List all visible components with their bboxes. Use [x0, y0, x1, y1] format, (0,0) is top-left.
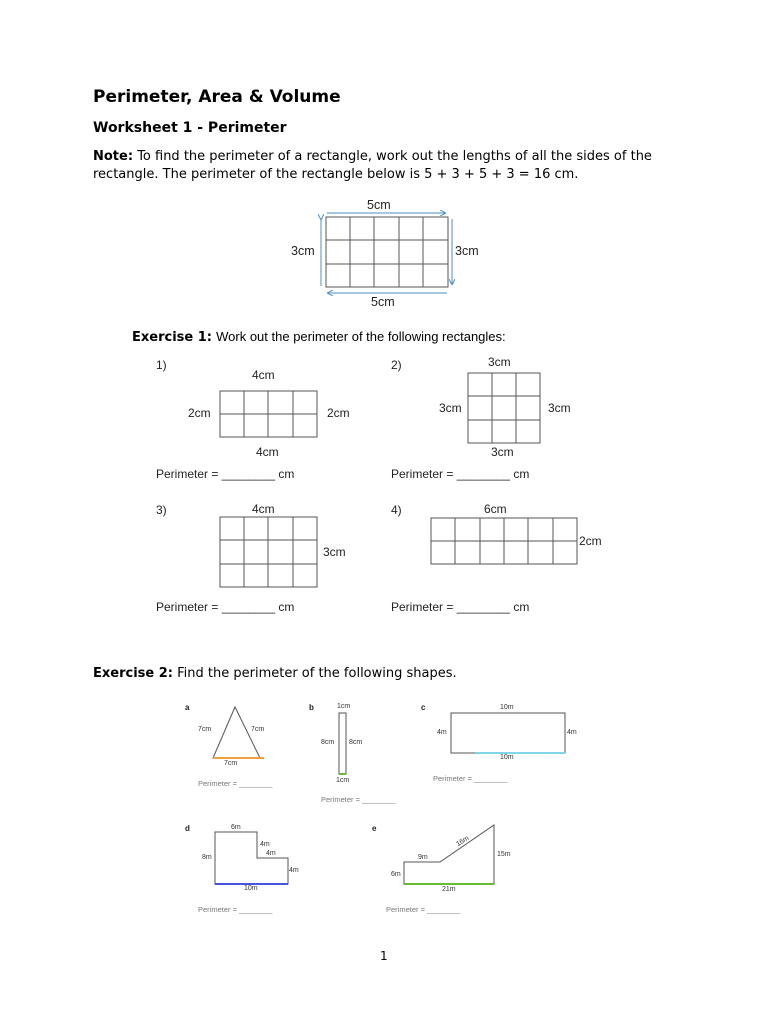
worksheet-subtitle: Worksheet 1 - Perimeter — [93, 120, 287, 136]
exercise2-label: Exercise 2: — [93, 666, 173, 681]
ex1-item3-top: 4cm — [252, 502, 275, 516]
shape-a-letter: a — [185, 703, 190, 712]
ex1-item2-right: 3cm — [548, 401, 571, 415]
example-left-label: 3cm — [291, 244, 315, 258]
ex1-item2-left: 3cm — [439, 401, 462, 415]
shape-c-answer[interactable]: Perimeter = ________ — [433, 774, 508, 783]
ex1-item1-number: 1) — [156, 358, 167, 372]
shape-e-letter: e — [372, 824, 377, 833]
shape-d-left: 8m — [202, 854, 212, 861]
ex1-item2-answer[interactable]: Perimeter = ________ cm — [391, 467, 530, 481]
ex1-rect-3 — [220, 517, 317, 587]
shape-d-step-horizontal: 4m — [266, 850, 276, 857]
shape-c-right: 4m — [567, 729, 577, 736]
shape-b-rectangle — [339, 713, 346, 774]
shape-c-rectangle — [451, 713, 565, 753]
shape-c-left: 4m — [437, 729, 447, 736]
shape-e-right: 15m — [497, 851, 511, 858]
exercise2-instruction: Find the perimeter of the following shapes. — [177, 666, 457, 681]
ex1-item4-number: 4) — [391, 503, 402, 517]
shape-b-top: 1cm — [337, 703, 351, 710]
shape-e-left: 6m — [391, 871, 401, 878]
ex1-rect-4 — [431, 518, 577, 564]
ex1-item2-top: 3cm — [488, 355, 511, 369]
shape-d-l-shape — [215, 832, 288, 884]
shape-c-bottom: 10m — [500, 754, 514, 761]
ex1-item1-right: 2cm — [327, 406, 350, 420]
example-arrows — [321, 213, 452, 293]
example-rectangle — [326, 217, 448, 287]
shape-b-right: 8cm — [349, 739, 363, 746]
page-title: Perimeter, Area & Volume — [93, 87, 341, 107]
ex1-item1-left: 2cm — [188, 406, 211, 420]
exercise1-instruction: Work out the perimeter of the following rectangles: — [216, 329, 506, 344]
shape-d-right: 4m — [289, 867, 299, 874]
ex1-item2-bottom: 3cm — [491, 445, 514, 459]
shape-e-bottom: 21m — [442, 886, 456, 893]
shape-d-step-vertical: 4m — [260, 841, 270, 848]
shape-e-slope: 16m — [455, 834, 471, 849]
shape-b-left: 8cm — [321, 739, 335, 746]
shape-a-base: 7cm — [224, 760, 238, 767]
shape-a-left: 7cm — [198, 726, 212, 733]
shape-a-right: 7cm — [251, 726, 265, 733]
page-number: 1 — [380, 949, 388, 963]
shape-e-step: 9m — [418, 854, 428, 861]
ex1-rect-1 — [220, 391, 317, 437]
shape-a-answer[interactable]: Perimeter = ________ — [198, 779, 273, 788]
ex1-item4-answer[interactable]: Perimeter = ________ cm — [391, 600, 530, 614]
note-text: To find the perimeter of a rectangle, work out the lengths of all the sides of the rectangle. The perimeter of the rectangle below is 5 + 3 + 5 + 3 = 16 cm. — [93, 149, 652, 182]
ex1-item4-right: 2cm — [579, 534, 602, 548]
shape-c-letter: c — [421, 703, 426, 712]
shape-b-answer[interactable]: Perimeter = ________ — [321, 795, 396, 804]
shape-d-bottom: 10m — [244, 885, 258, 892]
ex1-item1-answer[interactable]: Perimeter = ________ cm — [156, 467, 295, 481]
ex1-item3-number: 3) — [156, 503, 167, 517]
shape-d-answer[interactable]: Perimeter = ________ — [198, 905, 273, 914]
shape-c-top: 10m — [500, 704, 514, 711]
exercise1-heading — [132, 329, 506, 345]
example-bottom-label: 5cm — [371, 295, 395, 309]
ex1-item2-number: 2) — [391, 358, 402, 372]
shape-e-answer[interactable]: Perimeter = ________ — [386, 905, 461, 914]
shape-b-bottom: 1cm — [336, 777, 350, 784]
ex1-rect-2 — [468, 373, 540, 443]
shape-d-letter: d — [185, 824, 190, 833]
ex1-item3-answer[interactable]: Perimeter = ________ cm — [156, 600, 295, 614]
shape-b-letter: b — [309, 703, 314, 712]
ex1-item1-bottom: 4cm — [256, 445, 279, 459]
shape-d-top: 6m — [231, 824, 241, 831]
ex1-item3-right: 3cm — [323, 545, 346, 559]
ex1-item4-top: 6cm — [484, 502, 507, 516]
example-top-label: 5cm — [367, 198, 391, 212]
ex1-item1-top: 4cm — [252, 368, 275, 382]
exercise1-label: Exercise 1: — [132, 330, 212, 345]
note-label: Note: — [93, 149, 134, 164]
exercise2-heading — [93, 666, 457, 681]
example-right-label: 3cm — [455, 244, 479, 258]
